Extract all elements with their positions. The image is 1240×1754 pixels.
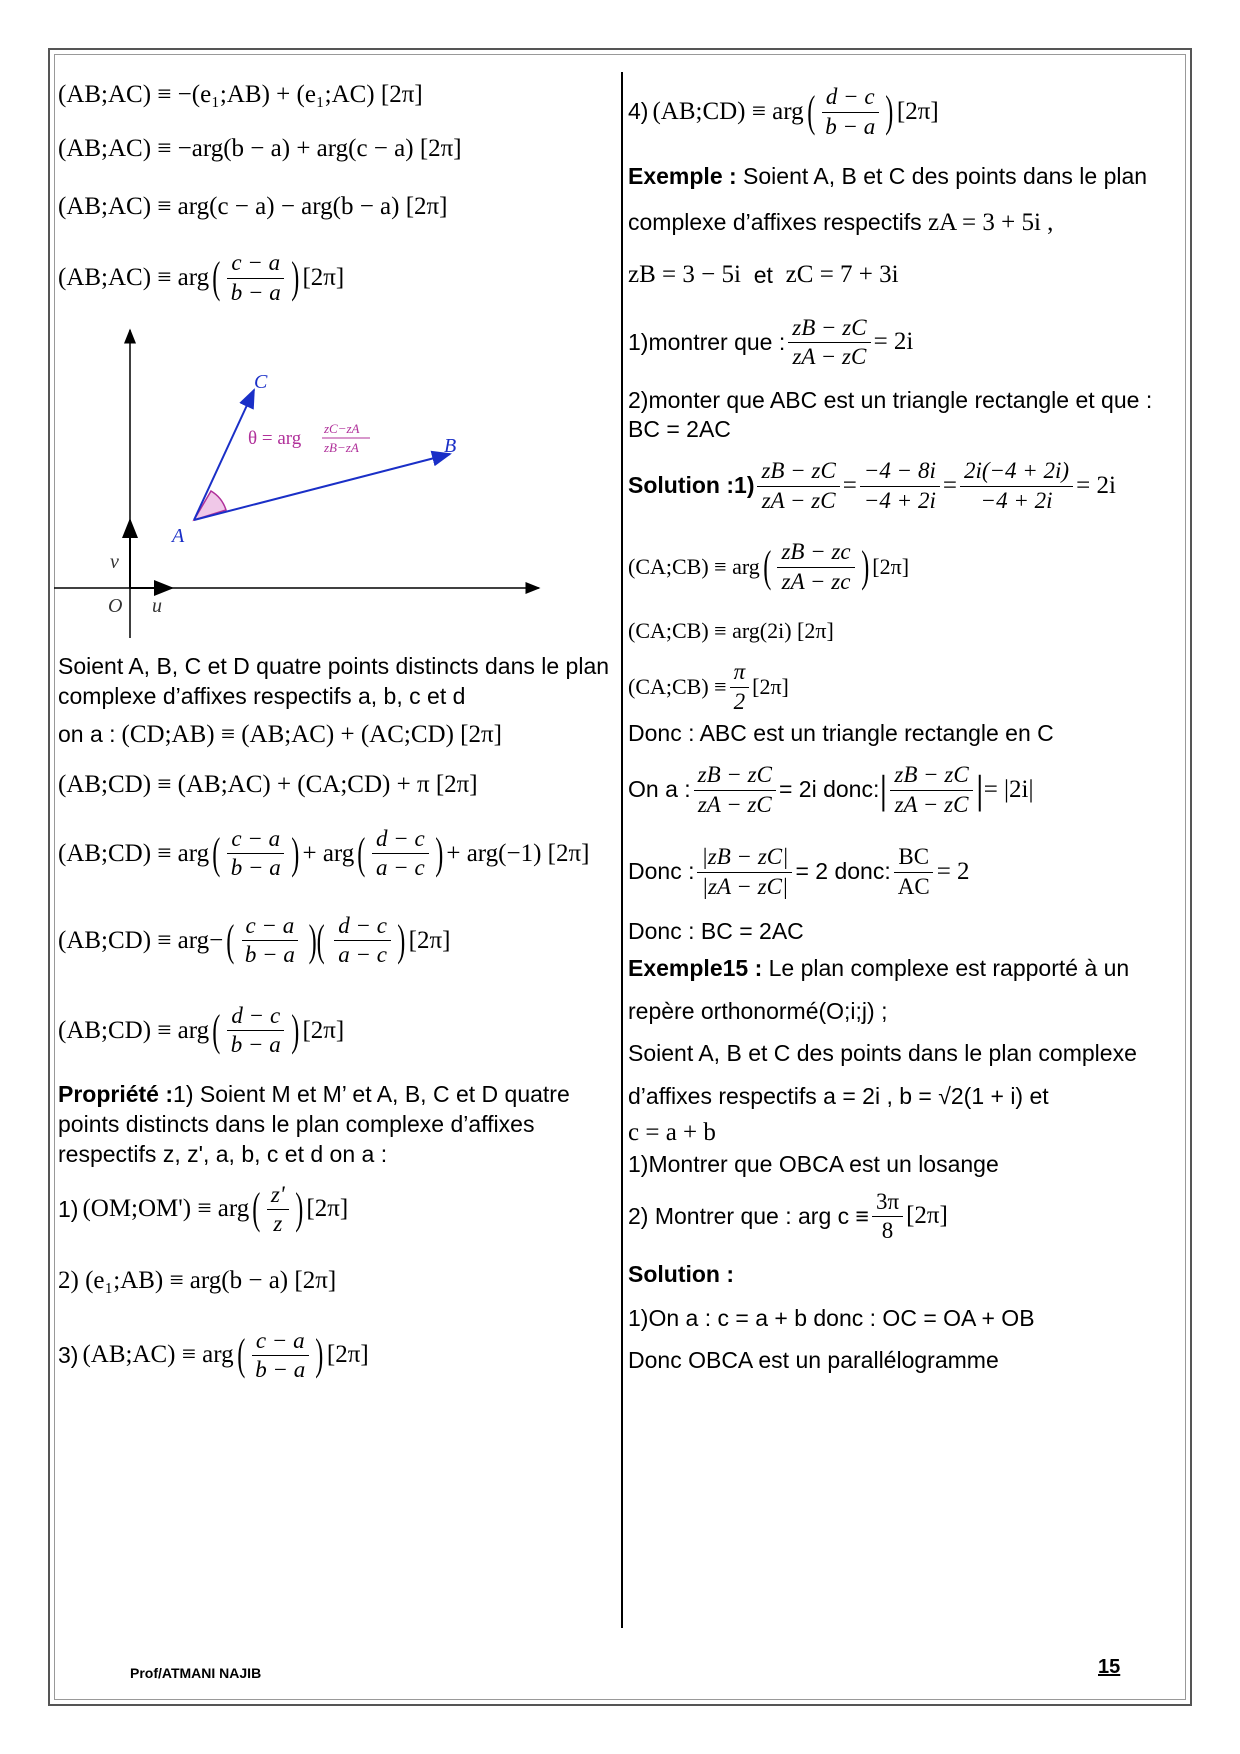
footer-author: Prof/ATMANI NAJIB: [130, 1665, 262, 1681]
example15-text: Exemple15 : Le plan complexe est rapporté à un repère orthonormé(O;i;j) ;: [628, 955, 1130, 1024]
left-column: [58, 70, 614, 1397]
example15-c: c = a + b: [628, 1119, 716, 1147]
property-2: 2) (e₁;AB) ≡ arg(b − a) [2π]: [58, 1267, 337, 1295]
example15-question-2: 2) Montrer que : arg c ≡ $\frac{3\pi}{8}$ [2π]: [628, 1188, 948, 1244]
question-1: 1)montrer que : $\frac{zB - zC}{zA - zC}$ = 2i: [628, 314, 914, 370]
example-text: Exemple : Soient A, B et C des points dans le plan complexe d’affixes respectifs zA = 3 + 5i ,: [628, 163, 1148, 236]
property-3: 3) (AB;AC) ≡ arg ( $\frac{c - a}{b - a}$ ) [2π]: [58, 1327, 369, 1382]
question-2: 2)monter que ABC est un triangle rectangle et que : BC = 2AC: [628, 386, 1153, 443]
on-a-line: On a : $\frac{zB - zC}{zA - zC}$ = 2i donc: | $\frac{zB - zC}{zA - zC}$ | = |2i|: [628, 762, 1034, 817]
solution-2-line-2: Donc OBCA est un parallélogramme: [628, 1346, 999, 1373]
property-1: 1) (OM;OM') ≡ arg ( $\frac{z'}{z}$ ) [2π]: [58, 1181, 349, 1236]
label-v: v: [110, 551, 119, 573]
equation-4: (AB;AC) ≡ arg ( $\frac{c - a}{b - a}$ ) [2π]: [58, 250, 345, 305]
solution-step-1: (CA;CB) ≡ arg ( $\frac{zB - zc}{zA - zc}$ ) [2π]: [628, 539, 910, 594]
equation-8: (AB;CD) ≡ arg− ( $\frac{c - a}{b - a}$ )( $\frac{d - c}{a - c}$ ) [2π]: [58, 912, 451, 968]
label-O: O: [108, 595, 123, 617]
property-4: 4) (AB;CD) ≡ arg ( $\frac{d - c}{b - a}$ ) [2π]: [628, 84, 939, 139]
page-number: 15: [1098, 1656, 1121, 1678]
label-u: u: [152, 595, 162, 617]
theta-label: θ = arg: [248, 428, 302, 449]
equation-7: (AB;CD) ≡ arg ( $\frac{c - a}{b - a}$ ) + arg ( $\frac{d - c}{a - c}$ ) + arg(−1) [2π]: [58, 825, 590, 881]
conclusion-bc: Donc : BC = 2AC: [628, 918, 804, 945]
conclusion-right-triangle: Donc : ABC est un triangle rectangle en C: [628, 720, 1054, 747]
right-column: [628, 70, 1178, 1375]
solution-2-title: Solution :: [628, 1260, 735, 1287]
donc-modulus-line: Donc : $\frac{|zB - zC|}{|zA - zC|}$ = 2 donc: $\frac{BC}{AC}$ = 2: [628, 844, 970, 899]
vector-AC: [194, 390, 254, 520]
equation-5: on a : (CD;AB) ≡ (AB;AC) + (AC;CD) [2π]: [58, 720, 502, 748]
vector-AB: [194, 454, 450, 520]
example15-question-1: 1)Montrer que OBCA est un losange: [628, 1150, 999, 1177]
label-A: A: [172, 525, 185, 547]
equation-1: (AB;AC) ≡ −(e₁;AB) + (e₁;AC) [2π]: [58, 80, 423, 108]
example-affixes: zB = 3 − 5i et zC = 7 + 3i: [628, 261, 899, 289]
paragraph-four-points: Soient A, B, C et D quatre points distincts dans le plan complexe d’affixes respectifs a, b, c et d: [58, 653, 610, 709]
property-block: Propriété :1) Soient M et M’ et A, B, C et D quatre points distincts dans le plan complexe d’affixes respectifs z, z', a, b, c et d on a :: [58, 1080, 570, 1167]
theta-num: zC−zA: [324, 421, 360, 436]
column-divider: [621, 72, 623, 1628]
equation-6: (AB;CD) ≡ (AB;AC) + (CA;CD) + π [2π]: [58, 770, 478, 798]
theta-den: zB−zA: [324, 440, 359, 455]
label-C: C: [254, 371, 268, 393]
solution-step-2: (CA;CB) ≡ arg(2i) [2π]: [628, 618, 834, 644]
argument-diagram: [54, 320, 574, 650]
example15-affixes: Soient A, B et C des points dans le plan complexe d’affixes respectifs a = 2i , b = √2(1 + i) et: [628, 1040, 1137, 1109]
fraction: $\frac{c - a}{b - a}$: [227, 250, 285, 306]
label-B: B: [444, 435, 457, 457]
solution-2-line-1: 1)On a : c = a + b donc : OC = OA + OB: [628, 1304, 1035, 1331]
equation-3: (AB;AC) ≡ arg(c − a) − arg(b − a) [2π]: [58, 192, 448, 220]
diagram-svg: [54, 320, 574, 650]
equation-9: (AB;CD) ≡ arg ( $\frac{d - c}{b - a}$ ) [2π]: [58, 1002, 345, 1058]
solution-1: Solution :1) $\frac{zB - zC}{zA - zC}$ = $\frac{-4 - 8i}{-4 + 2i}$ = $\frac{2i(-4 + 2i)}{-4 + 2i}$ = 2i: [628, 458, 1116, 513]
solution-step-3: (CA;CB) ≡ $\frac{\pi}{2}$ [2π]: [628, 659, 789, 714]
equation-2: (AB;AC) ≡ −arg(b − a) + arg(c − a) [2π]: [58, 134, 462, 162]
